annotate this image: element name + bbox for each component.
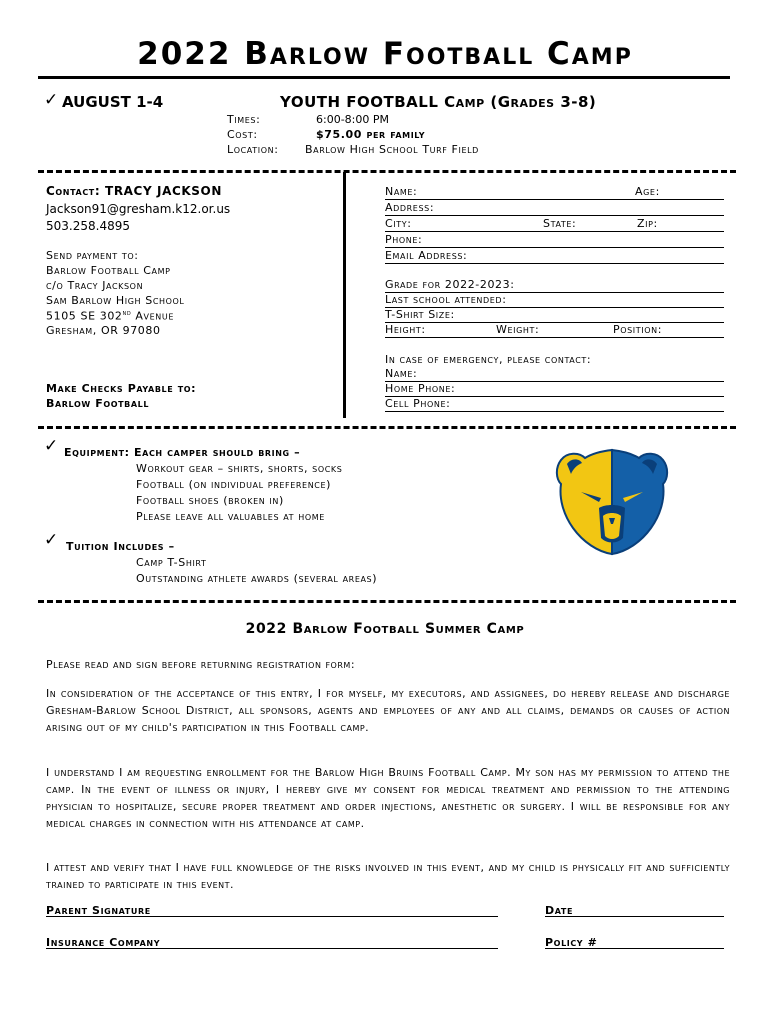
name-label: Name: <box>385 185 418 198</box>
grade-label: Grade for 2022-2023: <box>385 278 515 291</box>
check-icon: ✓ <box>44 90 59 110</box>
equipment-heading: Equipment: Each camper should bring – <box>64 446 301 459</box>
address-street: 5105 SE 302 <box>46 309 123 323</box>
payment-address <box>46 309 174 323</box>
payment-line: Gresham, OR 97080 <box>46 324 161 337</box>
times-label: Times: <box>227 113 261 126</box>
parent-signature-label: Parent Signature <box>46 904 151 917</box>
cell-phone-label: Cell Phone: <box>385 397 451 410</box>
city-label: City: <box>385 217 412 230</box>
divider-middle <box>38 426 736 429</box>
grade-field[interactable] <box>385 278 724 293</box>
cost-label: Cost: <box>227 128 258 141</box>
payment-line: Sam Barlow High School <box>46 294 185 307</box>
state-label: State: <box>543 217 577 230</box>
camp-date: AUGUST 1-4 <box>62 93 164 111</box>
address-avenue: Avenue <box>135 309 174 323</box>
emergency-heading: In case of emergency, please contact: <box>385 353 592 366</box>
policy-label: Policy # <box>545 936 598 949</box>
equipment-item: Workout gear – shirts, shorts, socks <box>136 462 343 475</box>
phone-label: Phone: <box>385 233 423 246</box>
tshirt-label: T-Shirt Size: <box>385 308 455 321</box>
title-rule <box>38 76 730 79</box>
address-field[interactable] <box>385 201 724 216</box>
emergency-name-field[interactable] <box>385 367 724 382</box>
phone-field[interactable] <box>385 233 724 248</box>
divider-bottom <box>38 600 736 603</box>
payment-line: Barlow Football Camp <box>46 264 171 277</box>
cell-phone-field[interactable] <box>385 397 724 412</box>
checks-payable: Barlow Football <box>46 397 150 410</box>
location-label: Location: <box>227 143 279 156</box>
contact-email: Jackson91@gresham.k12.or.us <box>46 202 231 216</box>
policy-line[interactable] <box>545 948 724 949</box>
checks-heading: Make Checks Payable to: <box>46 382 197 395</box>
insurance-label: Insurance Company <box>46 936 161 949</box>
check-icon: ✓ <box>44 436 59 456</box>
payment-line: c/o Tracy Jackson <box>46 279 144 292</box>
emergency-name-label: Name: <box>385 367 418 380</box>
divider-top <box>38 170 736 173</box>
contact-phone: 503.258.4895 <box>46 219 130 233</box>
summer-camp-title: 2022 Barlow Football Summer Camp <box>245 621 525 637</box>
height-label: Height: <box>385 323 426 336</box>
column-divider <box>343 172 346 418</box>
consent-paragraph: I understand I am requesting enrollment for the Barlow High Bruins Football Camp. My son has my permission to attend the camp. In the event of illness or injury, I hereby give my consent for medical treatment and permission to the attending physician to hospitalize, secure proper treatment and order injections, anesthetic or surgery. I will be responsible for any medical charges in connection with his attendance at camp. <box>46 766 730 830</box>
page-title: 2022 Barlow Football Camp <box>137 36 633 72</box>
home-phone-label: Home Phone: <box>385 382 456 395</box>
email-field[interactable] <box>385 249 724 264</box>
last-school-field[interactable] <box>385 293 724 308</box>
times-value: 6:00-8:00 PM <box>316 113 389 126</box>
email-label: Email Address: <box>385 249 468 262</box>
attest-paragraph: I attest and verify that I have full knowledge of the risks involved in this event, and my child is physically fit and sufficiently trained to participate in this event. <box>46 861 730 891</box>
home-phone-field[interactable] <box>385 382 724 397</box>
date-label: Date <box>545 904 574 917</box>
check-icon: ✓ <box>44 530 59 550</box>
insurance-line[interactable] <box>46 948 498 949</box>
city-field[interactable] <box>385 217 724 232</box>
location-value: Barlow High School Turf Field <box>305 143 479 156</box>
instructions: Please read and sign before returning registration form: <box>46 658 356 671</box>
equipment-item: Football shoes (broken in) <box>136 494 284 507</box>
camp-name: YOUTH FOOTBALL Camp (Grades 3-8) <box>280 93 597 111</box>
zip-label: Zip: <box>637 217 658 230</box>
equipment-item: Please leave all valuables at home <box>136 510 325 523</box>
release-paragraph: In consideration of the acceptance of this entry, I for myself, my executors, and assignees, do hereby release and discharge Gresham-Barlow School District, all sponsors, agents and employees of any and all claims, demands or causes of action arising out of my child's participation in this Football camp. <box>46 687 730 734</box>
tshirt-field[interactable] <box>385 308 724 323</box>
tuition-heading: Tuition Includes – <box>66 540 175 553</box>
tuition-item: Outstanding athlete awards (several areas) <box>136 572 378 585</box>
address-label: Address: <box>385 201 435 214</box>
contact-heading: Contact: TRACY JACKSON <box>46 184 222 198</box>
parent-signature-line[interactable] <box>46 916 498 917</box>
equipment-item: Football (on individual preference) <box>136 478 332 491</box>
tuition-item: Camp T-Shirt <box>136 556 207 569</box>
height-field[interactable] <box>385 323 724 338</box>
position-label: Position: <box>613 323 663 336</box>
date-line[interactable] <box>545 916 724 917</box>
last-school-label: Last school attended: <box>385 293 507 306</box>
payment-heading: Send payment to: <box>46 249 139 262</box>
cost-value: $75.00 per family <box>316 128 426 141</box>
age-label: Age: <box>635 185 660 198</box>
bear-logo-icon <box>553 446 671 558</box>
name-field[interactable] <box>385 185 724 200</box>
weight-label: Weight: <box>496 323 540 336</box>
address-suffix: nd <box>122 309 132 317</box>
